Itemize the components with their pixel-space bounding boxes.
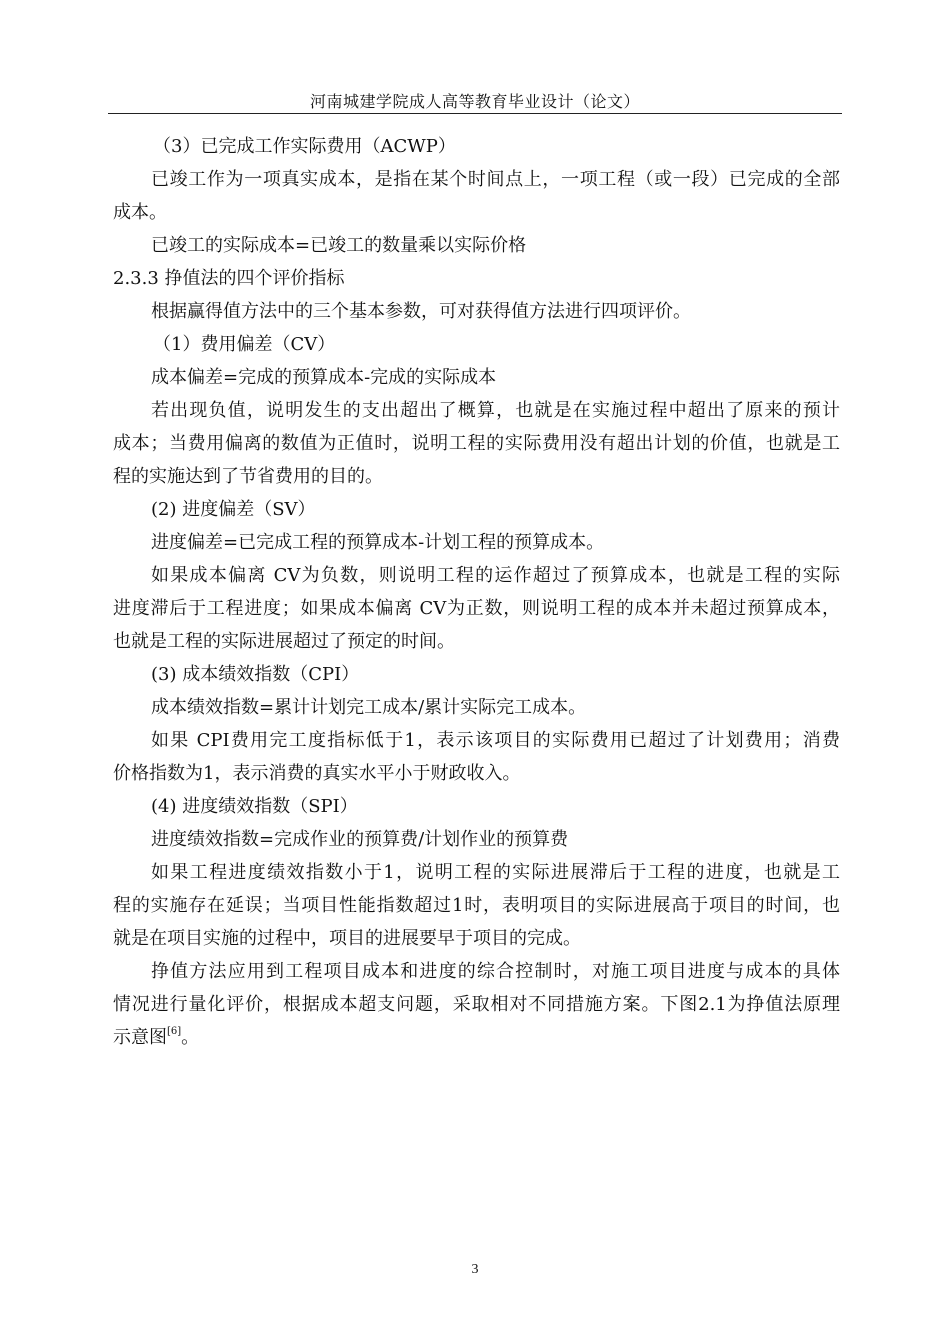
paragraph-line: 如果工程进度绩效指数小于1，说明工程的实际进展滞后于工程的进度，也就是工 [151,862,840,883]
subheading-sv: (2) 进度偏差（SV） [151,499,316,520]
paragraph-line: 程的实施存在延误；当项目性能指数超过1时，表明项目的实际进展高于项目的时间，也 [113,895,840,916]
header-title: 河南城建学院成人高等教育毕业设计（论文） [309,92,640,111]
paragraph-line: 成本。 [113,202,167,223]
page-number: 3 [471,1262,479,1277]
subheading-acwp: （3）已完成工作实际费用（ACWP） [153,136,456,157]
subheading-cpi: (3) 成本绩效指数（CPI） [151,664,360,685]
formula-line: 进度绩效指数=完成作业的预算费/计划作业的预算费 [151,829,569,850]
paragraph-line: 情况进行量化评价，根据成本超支问题，采取相对不同措施方案。下图2.1为挣值法原理 [113,994,840,1015]
paragraph-line: 成本；当费用偏离的数值为正值时，说明工程的实际费用没有超出计划的价值，也就是工 [113,433,840,454]
paragraph-line: 程的实施达到了节省费用的目的。 [113,466,383,487]
paragraph-line: 已竣工作为一项真实成本，是指在某个时间点上，一项工程（或一段）已完成的全部 [151,169,840,190]
formula-line: 成本绩效指数=累计计划完工成本/累计实际完工成本。 [151,697,587,718]
paragraph-line: 挣值方法应用到工程项目成本和进度的综合控制时，对施工项目进度与成本的具体 [151,961,840,982]
subheading-spi: (4) 进度绩效指数（SPI） [151,796,358,817]
paragraph-line: 就是在项目实施的过程中，项目的进展要早于项目的完成。 [113,928,581,949]
paragraph-line: 也就是工程的实际进展超过了预定的时间。 [113,631,455,652]
paragraph-line: 如果成本偏离 CV为负数，则说明工程的运作超过了预算成本，也就是工程的实际 [151,565,840,586]
formula-line: 成本偏差=完成的预算成本-完成的实际成本 [151,367,497,388]
citation-reference[interactable]: [6] [167,1026,182,1037]
paragraph-line: 若出现负值，说明发生的支出超出了概算，也就是在实施过程中超出了原来的预计 [151,400,840,421]
body-text [113,130,840,1054]
paragraph-line: 根据赢得值方法中的三个基本参数，可对获得值方法进行四项评价。 [151,301,691,322]
header-rule [108,113,842,114]
paragraph-line: 价格指数为1，表示消费的真实水平小于财政收入。 [113,763,521,784]
paragraph-line: 如果 CPI费用完工度指标低于1，表示该项目的实际费用已超过了计划费用；消费 [151,730,840,751]
subheading-cv: （1）费用偏差（CV） [153,334,336,355]
last-line-end: 。 [181,1027,200,1048]
paragraph-line: 进度滞后于工程进度；如果成本偏离 CV为正数，则说明工程的成本并未超过预算成本， [113,598,840,619]
last-line-text: 示意图 [113,1027,167,1048]
section-heading: 2.3.3 挣值法的四个评价指标 [113,268,345,289]
formula-line: 已竣工的实际成本=已竣工的数量乘以实际价格 [151,235,527,256]
paragraph-last-line [113,1021,840,1054]
formula-line: 进度偏差=已完成工程的预算成本-计划工程的预算成本。 [151,532,605,553]
